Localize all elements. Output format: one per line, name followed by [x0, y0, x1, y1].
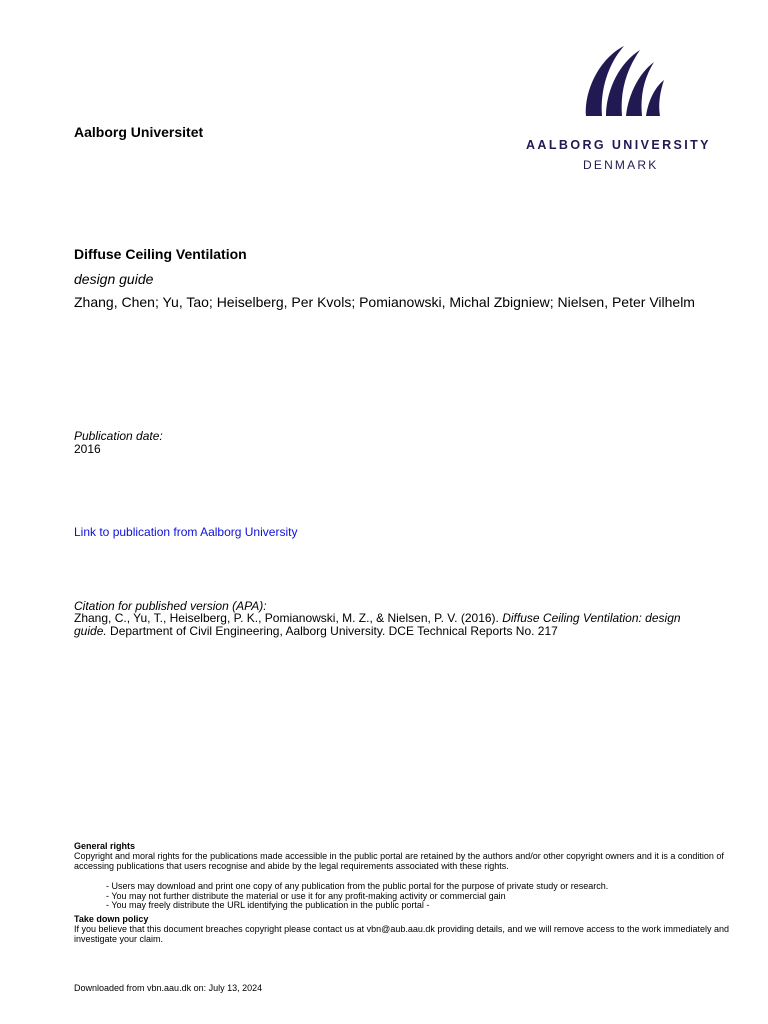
takedown-text: If you believe that this document breaches copyright please contact us at vbn@aub.aau.dk providing details, and we will remove access to the work immediately and investigate your claim.: [74, 924, 729, 944]
citation-authors: Zhang, C., Yu, T., Heiselberg, P. K., Pomianowski, M. Z., & Nielsen, P. V. (2016).: [74, 611, 503, 625]
general-rights-text: Copyright and moral rights for the publications made accessible in the public portal are retained by the authors and/or other copyright owners and it is a condition of accessing publications that users recognise and abide by the legal requirements associated with these rights.: [74, 851, 724, 871]
publication-title: Diffuse Ceiling Ventilation: [74, 246, 247, 262]
citation-text: [74, 612, 714, 638]
citation-title: Diffuse Ceiling Ventilation: design guide.: [74, 611, 681, 638]
rights-list-item: - Users may download and print one copy of any publication from the public portal for the purpose of private study or research.: [106, 881, 609, 891]
logo-country: DENMARK: [583, 158, 659, 172]
general-rights-heading: General rights: [74, 841, 136, 851]
download-note: Downloaded from vbn.aau.dk on: July 13, 2024: [74, 983, 263, 993]
publication-authors: Zhang, Chen; Yu, Tao; Heiselberg, Per Kvols; Pomianowski, Michal Zbigniew; Nielsen, Peter Vilhelm: [74, 294, 695, 310]
institution-name: Aalborg Universitet: [74, 124, 204, 140]
publication-link[interactable]: Link to publication from Aalborg University: [74, 525, 298, 539]
publication-date: 2016: [74, 442, 101, 456]
citation-label: Citation for published version (APA):: [74, 599, 267, 613]
university-logo: [522, 40, 732, 180]
rights-list: [106, 882, 608, 911]
citation-source: Department of Civil Engineering, Aalborg University. DCE Technical Reports No. 217: [106, 624, 558, 638]
logo-university-name: AALBORG UNIVERSITY: [526, 138, 711, 152]
takedown-heading: Take down policy: [74, 914, 149, 924]
rights-list-item: - You may freely distribute the URL identifying the publication in the public portal -: [106, 900, 430, 911]
publication-subtitle: design guide: [74, 271, 154, 287]
university-wave-emblem-icon: [582, 40, 672, 120]
rights-list-item: - You may not further distribute the material or use it for any profit-making activity or commercial gain: [106, 890, 506, 901]
publication-date-label: Publication date:: [74, 429, 163, 443]
